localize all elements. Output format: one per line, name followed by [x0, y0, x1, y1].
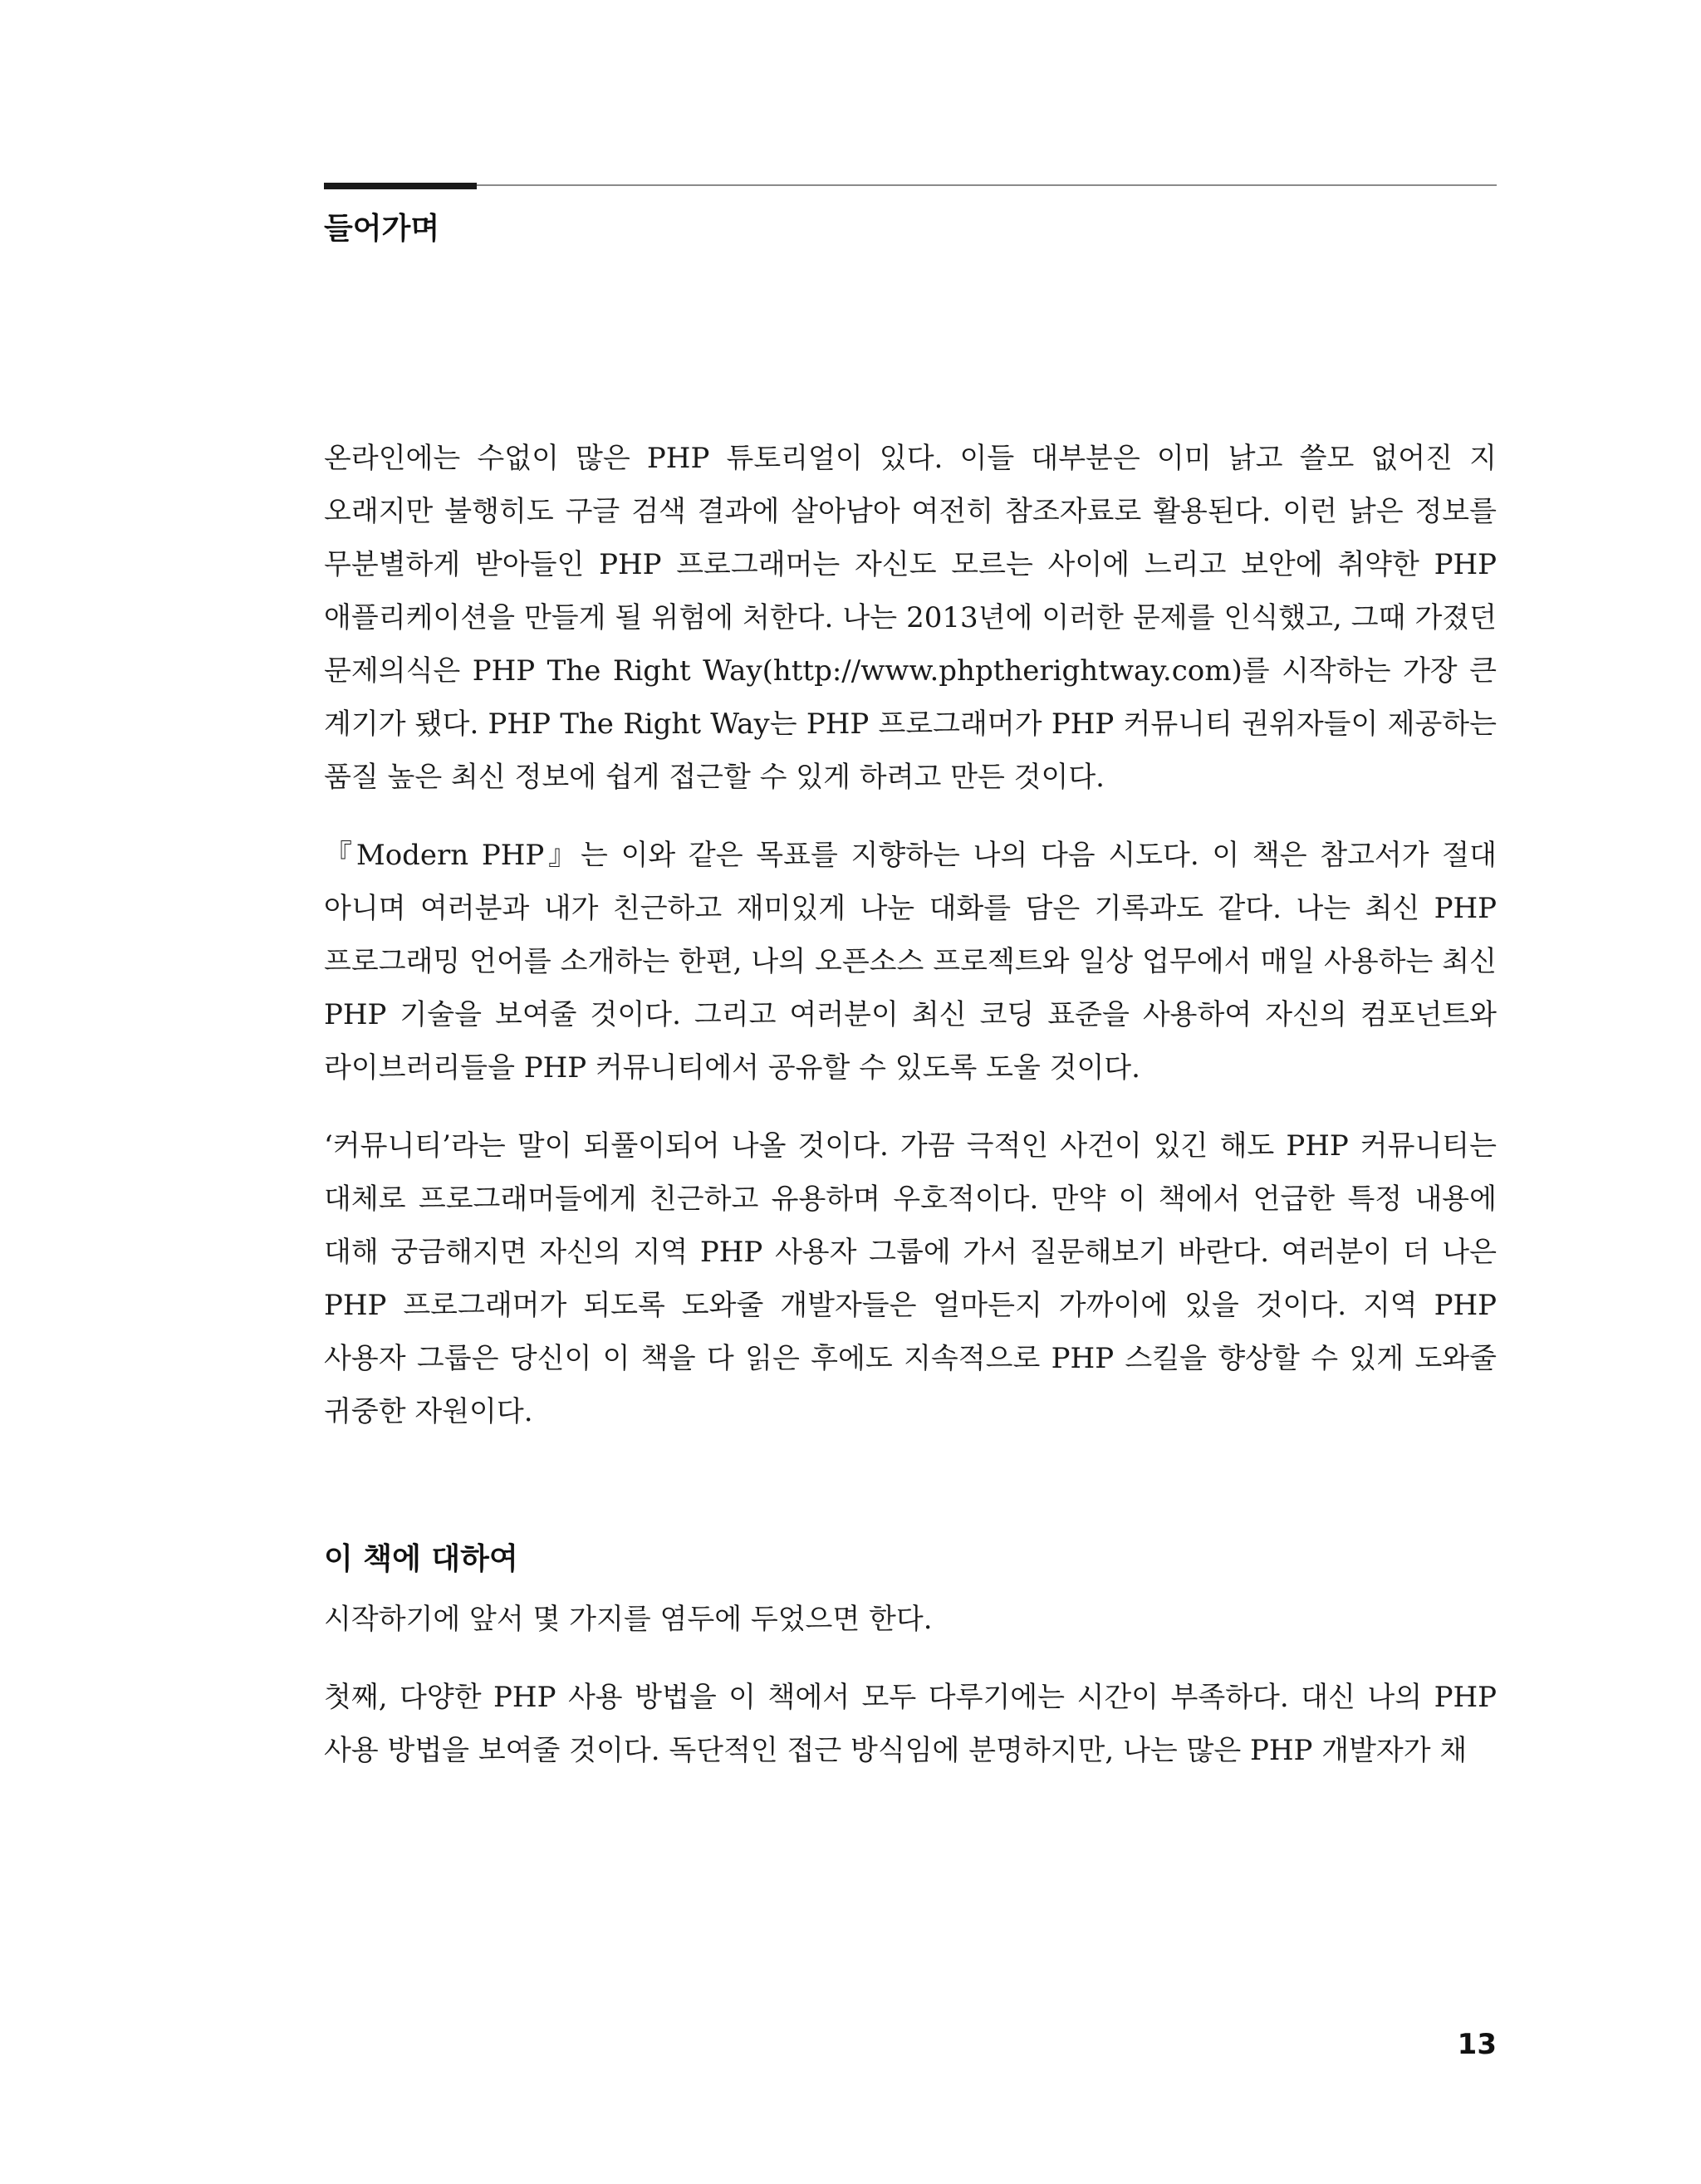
header-rule-accent	[324, 183, 477, 189]
page-number: 13	[1457, 2028, 1497, 2061]
section-title: 이 책에 대하여	[324, 1542, 518, 1576]
paragraph-intro-2: 『Modern PHP』는 이와 같은 목표를 지향하는 나의 다음 시도다. 이 책은 참고서가 절대 아니며 여러분과 내가 친근하고 재미있게 나눈 대화를 담은 기록과도 같다. 나는 최신 PHP 프로그래밍 언어를 소개하는 한편, 나의 오픈소스 프로젝트와 일상 업무에서 매일 사용하는 최신 PHP 기술을 보여줄 것이다. 그리고 여러분이 최신 코딩 표준을 사용하여 자신의 컴포넌트와 라이브러리들을 PHP 커뮤니티에서 공유할 수 있도록 도울 것이다.	[324, 839, 1497, 1085]
header-rule	[324, 184, 1497, 186]
paragraph-intro-1: 온라인에는 수없이 많은 PHP 튜토리얼이 있다. 이들 대부분은 이미 낡고 쓸모 없어진 지 오래지만 불행히도 구글 검색 결과에 살아남아 여전히 참조자료로 활용된다. 이런 낡은 정보를 무분별하게 받아들인 PHP 프로그래머는 자신도 모르는 사이에 느리고 보안에 취약한 PHP 애플리케이션을 만들게 될 위험에 처한다. 나는 2013년에 이러한 문제를 인식했고, 그때 가졌던 문제의식은 PHP The Right Way(http://www.phptherightway.com)를 시작하는 가장 큰 계기가 됐다. PHP The Right Way는 PHP 프로그래머가 PHP 커뮤니티 권위자들이 제공하는 품질 높은 최신 정보에 쉽게 접근할 수 있게 하려고 만든 것이다.	[324, 442, 1497, 794]
book-page	[324, 0, 1497, 2184]
paragraph-intro-3: ‘커뮤니티’라는 말이 되풀이되어 나올 것이다. 가끔 극적인 사건이 있긴 해도 PHP 커뮤니티는 대체로 프로그래머들에게 친근하고 유용하며 우호적이다. 만약 이 책에서 언급한 특정 내용에 대해 궁금해지면 자신의 지역 PHP 사용자 그룹에 가서 질문해보기 바란다. 여러분이 더 나은 PHP 프로그래머가 되도록 도와줄 개발자들은 얼마든지 가까이에 있을 것이다. 지역 PHP 사용자 그룹은 당신이 이 책을 다 읽은 후에도 지속적으로 PHP 스킬을 향상할 수 있게 도와줄 귀중한 자원이다.	[324, 1129, 1497, 1428]
chapter-title: 들어가며	[324, 212, 440, 246]
paragraph-section-2: 첫째, 다양한 PHP 사용 방법을 이 책에서 모두 다루기에는 시간이 부족하다. 대신 나의 PHP 사용 방법을 보여줄 것이다. 독단적인 접근 방식임에 분명하지만, 나는 많은 PHP 개발자가 채	[324, 1681, 1497, 1767]
body-text	[324, 432, 1497, 1802]
paragraph-section-1: 시작하기에 앞서 몇 가지를 염두에 두었으면 한다.	[324, 1603, 933, 1636]
